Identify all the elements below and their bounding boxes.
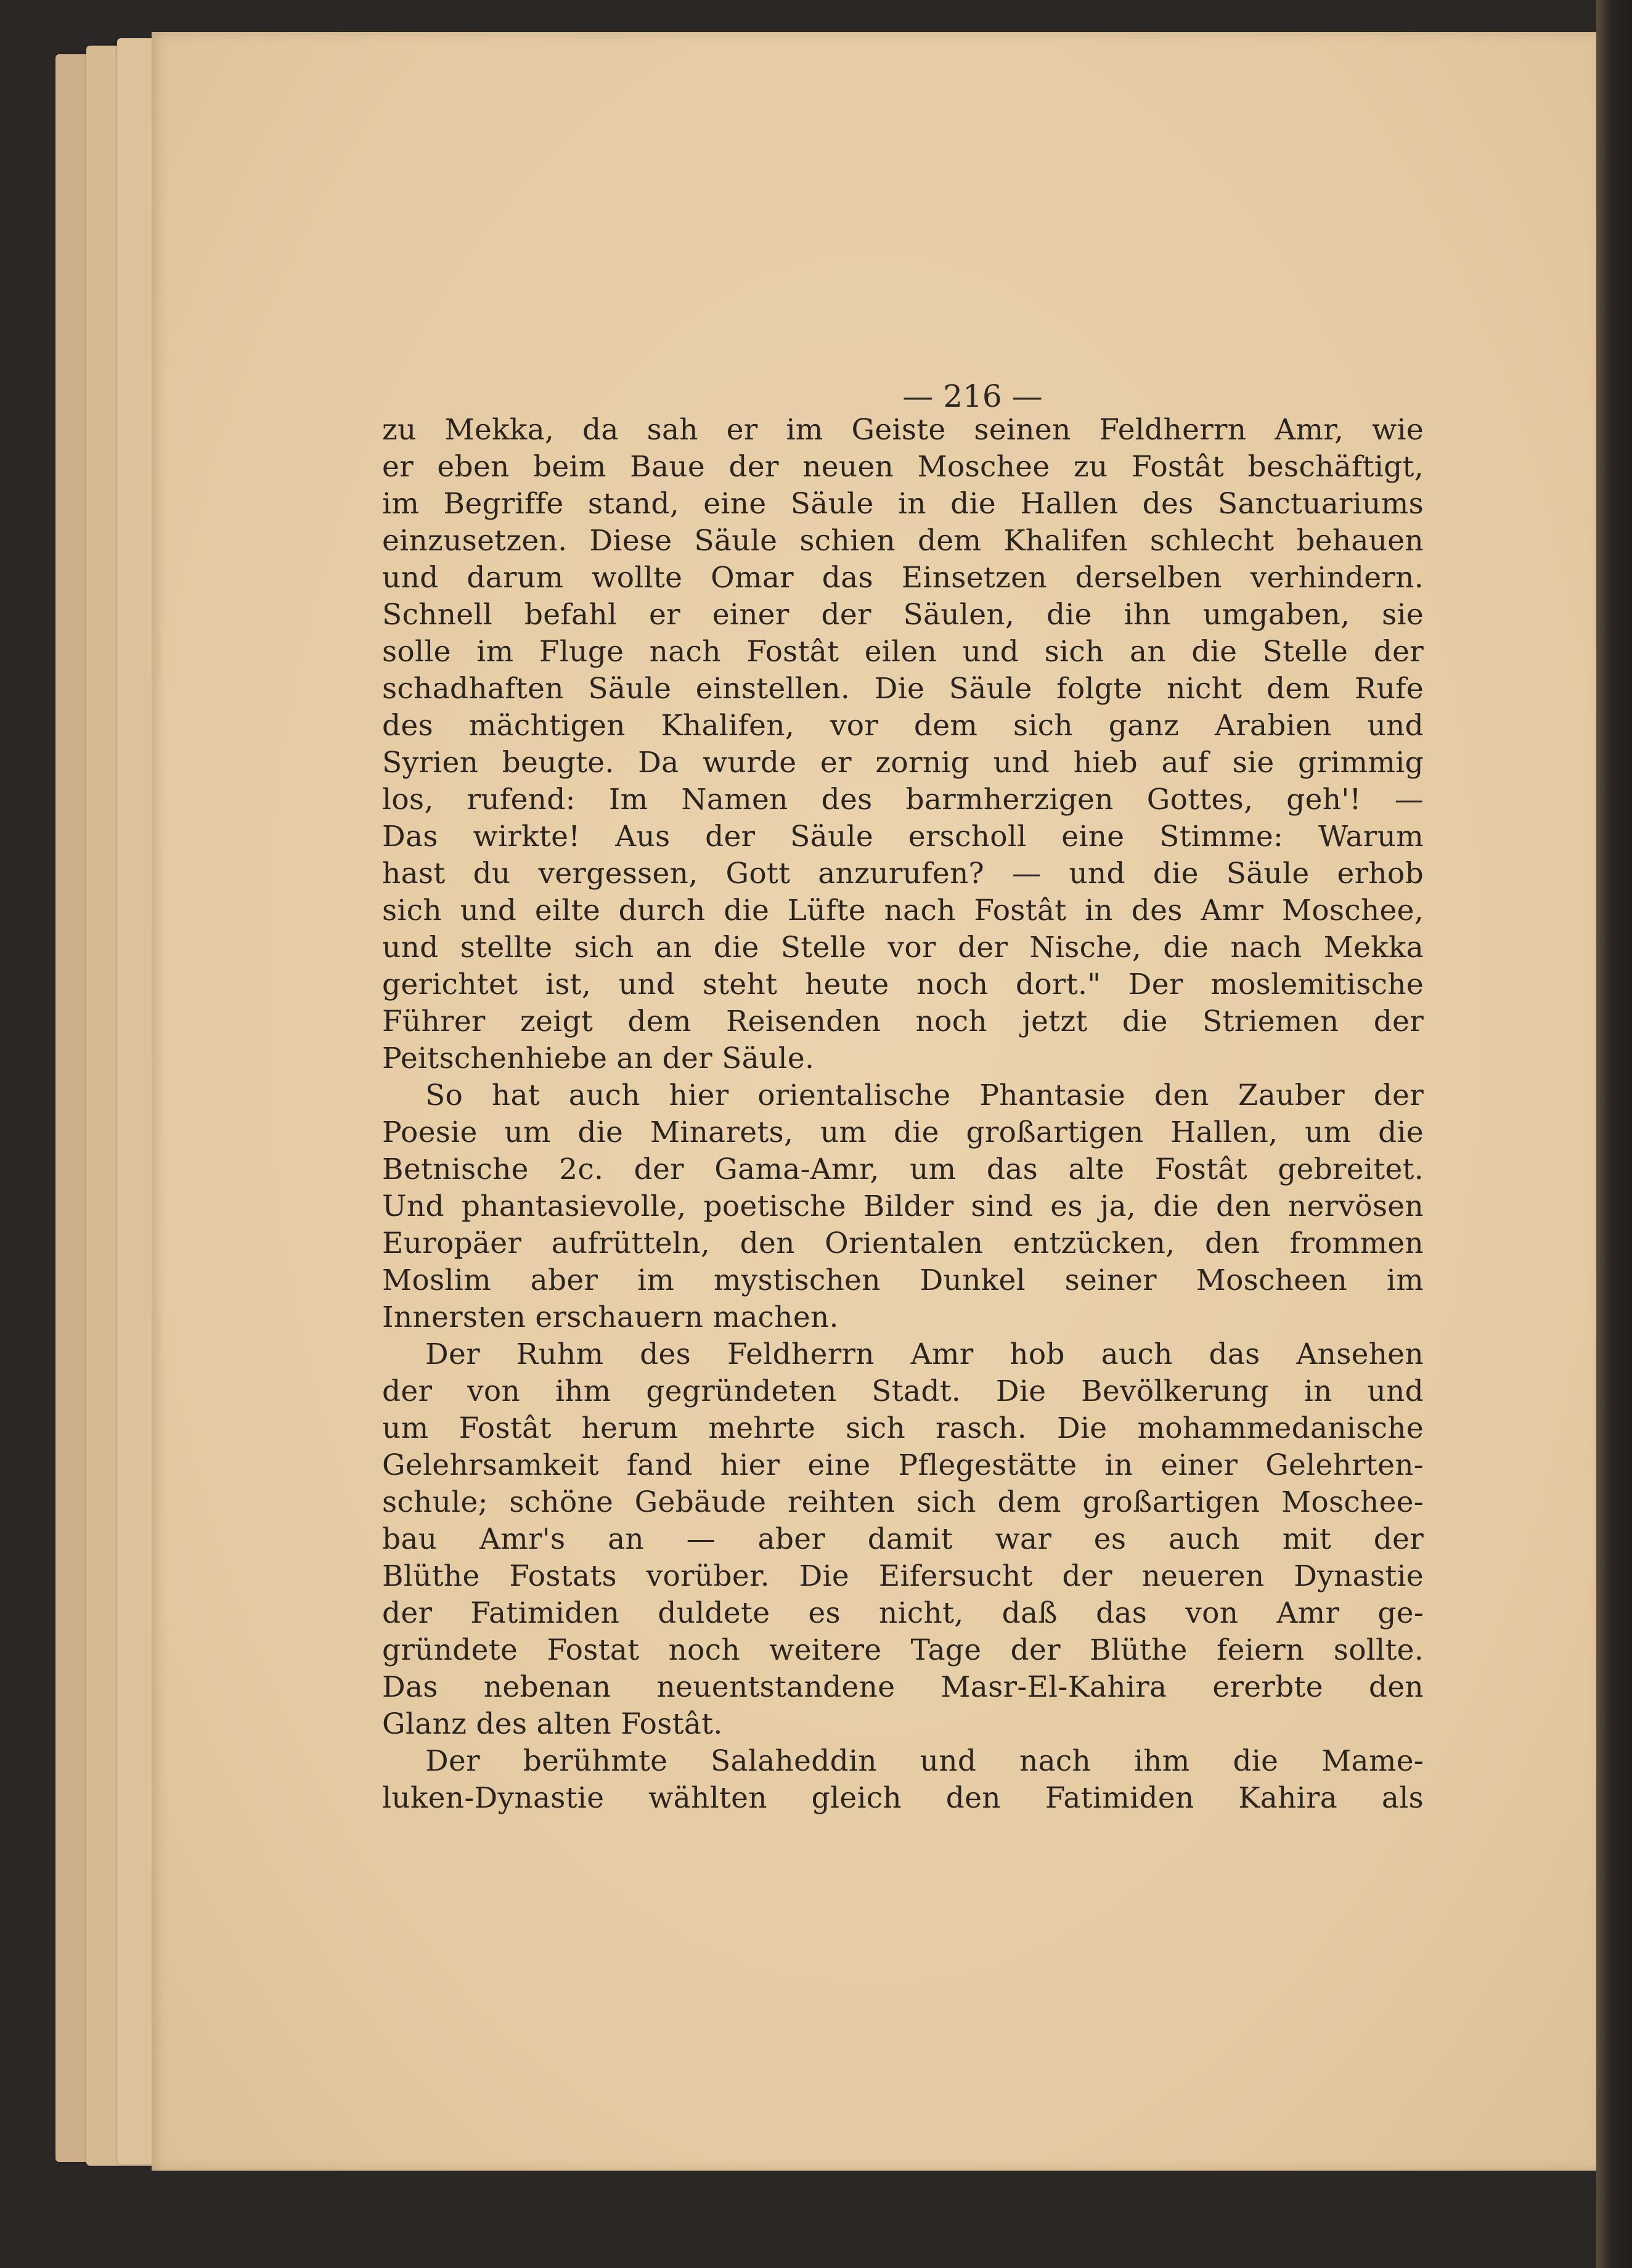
text-line: gründete Fostat noch weitere Tage der Blüthe feiern sollte. [382,1633,1424,1667]
page-number: — 216 — [902,378,1043,414]
text-line: sich und eilte durch die Lüfte nach Fostât in des Amr Moschee, [382,894,1424,928]
text-line: schadhaften Säule einstellen. Die Säule folgte nicht dem Rufe [382,672,1424,706]
text-line: Führer zeigt dem Reisenden noch jetzt die Striemen der [382,1005,1424,1038]
text-line: Der Ruhm des Feldherrn Amr hob auch das Ansehen [425,1337,1424,1371]
text-line: Der berühmte Salaheddin und nach ihm die Mame- [425,1744,1424,1778]
text-line: Europäer aufrütteln, den Orientalen entzücken, den frommen [382,1226,1424,1260]
text-line: Moslim aber im mystischen Dunkel seiner Moscheen im [382,1263,1424,1297]
text-line: Betnische 2c. der Gama-Amr, um das alte Fostât gebreitet. [382,1152,1424,1186]
text-line: luken-Dynastie wählten gleich den Fatimiden Kahira als [382,1781,1424,1815]
text-line: des mächtigen Khalifen, vor dem sich ganz Arabien und [382,709,1424,743]
text-line: einzusetzen. Diese Säule schien dem Khalifen schlecht behauen [382,524,1424,558]
text-line: und darum wollte Omar das Einsetzen derselben verhindern. [382,561,1424,595]
text-line: Glanz des alten Fostât. [382,1707,723,1741]
text-line: Blüthe Fostats vorüber. Die Eifersucht der neueren Dynastie [382,1559,1424,1593]
text-line: und stellte sich an die Stelle vor der Nische, die nach Mekka [382,931,1424,965]
text-line: Und phantasievolle, poetische Bilder sind es ja, die den nervösen [382,1189,1424,1223]
text-line: der Fatimiden duldete es nicht, daß das von Amr ge- [382,1596,1424,1630]
text-line: hast du vergessen, Gott anzurufen? — und die Säule erhob [382,857,1424,891]
text-line: im Begriffe stand, eine Säule in die Hallen des Sanctuariums [382,487,1424,521]
text-line: er eben beim Baue der neuen Moschee zu Fostât beschäftigt, [382,450,1424,484]
text-line: bau Amr's an — aber damit war es auch mit der [382,1522,1424,1556]
text-line: Schnell befahl er einer der Säulen, die ihn umgaben, sie [382,598,1424,632]
text-line: Das nebenan neuentstandene Masr-El-Kahira ererbte den [382,1670,1424,1704]
text-line: gerichtet ist, und steht heute noch dort." Der moslemitische [382,968,1424,1001]
text-line: Syrien beugte. Da wurde er zornig und hieb auf sie grimmig [382,746,1424,780]
text-line: Peitschenhiebe an der Säule. [382,1042,815,1075]
text-line: So hat auch hier orientalische Phantasie den Zauber der [425,1079,1424,1112]
text-line: um Fostât herum mehrte sich rasch. Die mohammedanische [382,1411,1424,1445]
text-line: zu Mekka, da sah er im Geiste seinen Feldherrn Amr, wie [382,413,1424,447]
text-line: schule; schöne Gebäude reihten sich dem großartigen Moschee- [382,1485,1424,1519]
text-line: Das wirkte! Aus der Säule erscholl eine Stimme: Warum [382,820,1424,854]
text-line: Innersten erschauern machen. [382,1300,839,1334]
text-line: solle im Fluge nach Fostât eilen und sich an die Stelle der [382,635,1424,669]
text-line: der von ihm gegründeten Stadt. Die Bevölkerung in und [382,1374,1424,1408]
text-line: Poesie um die Minarets, um die großartigen Hallen, um die [382,1116,1424,1149]
text-line: Gelehrsamkeit fand hier eine Pflegestätte in einer Gelehrten- [382,1448,1424,1482]
text-line: los, rufend: Im Namen des barmherzigen Gottes, geh'! — [382,783,1424,817]
binding-gutter [1596,0,1632,2268]
